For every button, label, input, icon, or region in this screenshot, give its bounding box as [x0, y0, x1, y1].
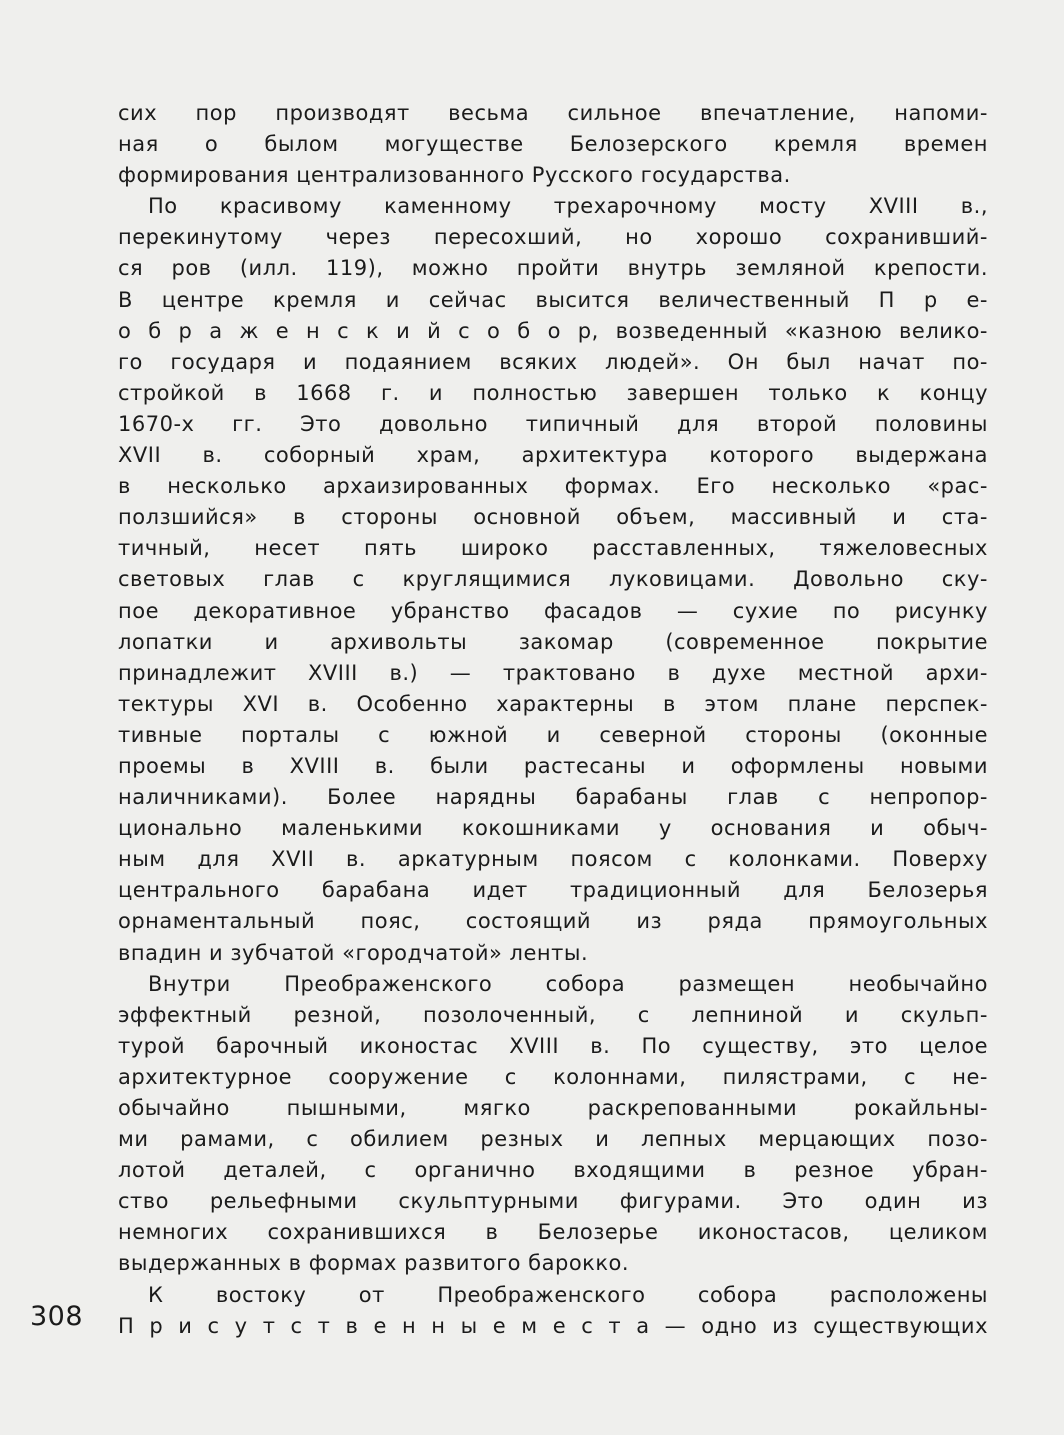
text-line: тектуры XVI в. Особенно характерны в этом плане перспек- [118, 691, 988, 716]
text-line: формирования централизованного Русского государства. [118, 163, 791, 188]
text-line: принадлежит XVIII в.) — трактовано в духе местной архи- [118, 660, 988, 685]
text-line: тивные порталы с южной и северной стороны (оконные [118, 722, 988, 747]
text-line: впадин и зубчатой «городчатой» ленты. [118, 940, 589, 965]
text-line: проемы в XVIII в. были растесаны и оформлены новыми [118, 753, 988, 778]
text-line: 1670-х гг. Это довольно типичный для второй половины [118, 411, 988, 436]
text-line: турой барочный иконостас XVIII в. По существу, это целое [118, 1033, 988, 1058]
text-line: го государя и подаянием всяких людей». Он был начат по- [118, 349, 988, 374]
text-line: В центре кремля и сейчас высится величественный П р е- [118, 287, 988, 312]
text-line: световых глав с круглящимися луковицами. Довольно ску- [118, 567, 988, 592]
text-line: пое декоративное убранство фасадов — сухие по рисунку [118, 598, 988, 623]
text-line: К востоку от Преображенского собора расположены [148, 1282, 988, 1307]
text-line: о б р а ж е н с к и й с о б о р, возведенный «казною велико- [118, 318, 988, 343]
text-line: наличниками). Более нарядны барабаны глав с непропор- [118, 785, 988, 810]
text-line: ство рельефными скульптурными фигурами. Это один из [118, 1189, 988, 1214]
text-line: тичный, несет пять широко расставленных, тяжеловесных [118, 536, 988, 561]
text-line: в несколько архаизированных формах. Его несколько «рас- [118, 474, 988, 499]
page-number: 308 [30, 1301, 84, 1332]
text-line: П р и с у т с т в е н н ы е м е с т а — одно из существующих [118, 1313, 988, 1338]
text-line: ползшийся» в стороны основной объем, массивный и ста- [118, 505, 988, 530]
body-text [118, 98, 988, 1342]
text-line: немногих сохранившихся в Белозерье иконостасов, целиком [118, 1220, 988, 1245]
text-line: По красивому каменному трехарочному мосту XVIII в., [148, 194, 988, 219]
text-line: Внутри Преображенского собора размещен необычайно [148, 971, 988, 996]
text-line: ми рамами, с обилием резных и лепных мерцающих позо- [118, 1127, 988, 1152]
text-line: эффектный резной, позолоченный, с лепниной и скульп- [118, 1002, 988, 1027]
text-line: выдержанных в формах развитого барокко. [118, 1251, 630, 1276]
text-line: ционально маленькими кокошниками у основания и обыч- [118, 816, 988, 841]
text-line: орнаментальный пояс, состоящий из ряда прямоугольных [118, 909, 988, 934]
text-line: ся ров (илл. 119), можно пройти внутрь земляной крепости. [118, 256, 988, 281]
text-line: центрального барабана идет традиционный для Белозерья [118, 878, 988, 903]
text-line: ным для XVII в. аркатурным поясом с колонками. Поверху [118, 847, 988, 872]
text-line: лопатки и архивольты закомар (современное покрытие [118, 629, 988, 654]
text-line: обычайно пышными, мягко раскрепованными рокайльны- [118, 1096, 988, 1120]
text-line: стройкой в 1668 г. и полностью завершен только к концу [118, 380, 988, 405]
text-line: лотой деталей, с органично входящими в резное убран- [118, 1158, 988, 1183]
text-line: ная о былом могуществе Белозерского кремля времен [118, 132, 988, 157]
text-line: сих пор производят весьма сильное впечатление, напоми- [118, 101, 988, 125]
text-line: перекинутому через пересохший, но хорошо сохранивший- [118, 225, 988, 250]
text-line: XVII в. соборный храм, архитектура которого выдержана [118, 443, 988, 468]
text-line: архитектурное сооружение с колоннами, пилястрами, с не- [118, 1064, 988, 1089]
